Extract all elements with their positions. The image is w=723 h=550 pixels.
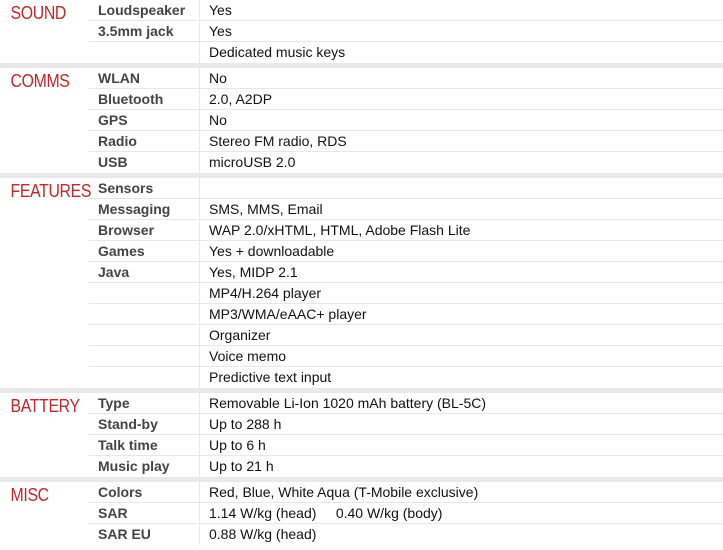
spec-value: No: [199, 110, 723, 130]
spec-value: MP3/WMA/eAAC+ player: [199, 304, 723, 324]
spec-rows: [89, 393, 723, 477]
spec-value: Dedicated music keys: [199, 42, 723, 63]
spec-value: 1.14 W/kg (head) 0.40 W/kg (body): [199, 503, 723, 523]
spec-label: Browser: [98, 222, 155, 238]
section-title: COMMS: [10, 71, 70, 91]
spec-label: Messaging: [98, 201, 171, 217]
spec-label: GPS: [98, 112, 128, 128]
spec-row: [89, 131, 723, 152]
spec-value: Removable Li-Ion 1020 mAh battery (BL-5C): [199, 393, 723, 413]
spec-value: Yes, MIDP 2.1: [199, 262, 723, 282]
spec-label: [89, 283, 199, 303]
spec-row: [89, 42, 723, 63]
spec-label: USB: [98, 154, 128, 170]
spec-value: Up to 288 h: [199, 414, 723, 434]
spec-value: [199, 178, 723, 198]
spec-label: Type: [98, 395, 130, 411]
spec-row: [89, 482, 723, 503]
spec-label: [89, 346, 199, 366]
spec-row: [89, 0, 723, 21]
spec-row: [89, 503, 723, 524]
spec-value: Organizer: [199, 325, 723, 345]
spec-row: [89, 435, 723, 456]
spec-label: [89, 304, 199, 324]
spec-row: [89, 220, 723, 241]
spec-value: Predictive text input: [199, 367, 723, 388]
spec-label: SAR EU: [98, 526, 151, 542]
spec-label: 3.5mm jack: [98, 23, 174, 39]
spec-row: [89, 262, 723, 283]
spec-label: Bluetooth: [98, 91, 164, 107]
spec-row: [89, 21, 723, 42]
spec-rows: [89, 0, 723, 63]
spec-row: [89, 241, 723, 262]
spec-label: SAR: [98, 505, 128, 521]
spec-row: [89, 283, 723, 304]
spec-row: [89, 304, 723, 325]
spec-row: [89, 456, 723, 477]
spec-value: 2.0, A2DP: [199, 89, 723, 109]
spec-label: Colors: [98, 484, 143, 500]
spec-row: [89, 393, 723, 414]
spec-value: 0.88 W/kg (head): [199, 524, 723, 545]
section-misc: [0, 482, 723, 545]
spec-label: Music play: [98, 458, 170, 474]
spec-label: [89, 325, 199, 345]
spec-rows: [89, 482, 723, 545]
section-title: MISC: [10, 485, 49, 505]
spec-label: [89, 42, 199, 63]
section-title: SOUND: [10, 3, 67, 23]
section-battery: [0, 393, 723, 482]
spec-label: Sensors: [98, 180, 154, 196]
spec-row: [89, 89, 723, 110]
spec-value: No: [199, 68, 723, 88]
spec-value: Up to 6 h: [199, 435, 723, 455]
section-comms: [0, 68, 723, 178]
spec-label: Stand-by: [98, 416, 158, 432]
spec-value: Yes: [199, 0, 723, 20]
spec-label: WLAN: [98, 70, 140, 86]
spec-value: Red, Blue, White Aqua (T-Mobile exclusive): [199, 482, 723, 502]
spec-value: WAP 2.0/xHTML, HTML, Adobe Flash Lite: [199, 220, 723, 240]
spec-value: Yes: [199, 21, 723, 41]
spec-row: [89, 68, 723, 89]
section-sound: [0, 0, 723, 68]
section-title: BATTERY: [10, 396, 80, 416]
spec-rows: [89, 178, 723, 388]
spec-row: [89, 110, 723, 131]
section-features: [0, 178, 723, 393]
spec-row: [89, 152, 723, 173]
spec-value: Stereo FM radio, RDS: [199, 131, 723, 151]
spec-value: Yes + downloadable: [199, 241, 723, 261]
spec-value: microUSB 2.0: [199, 152, 723, 173]
spec-row: [89, 524, 723, 545]
spec-value: SMS, MMS, Email: [199, 199, 723, 219]
spec-label: Loudspeaker: [98, 2, 186, 18]
spec-label: [89, 367, 199, 388]
spec-value: Up to 21 h: [199, 456, 723, 477]
spec-label: Radio: [98, 133, 137, 149]
spec-label: Java: [98, 264, 130, 280]
spec-rows: [89, 68, 723, 173]
spec-row: [89, 367, 723, 388]
spec-value: MP4/H.264 player: [199, 283, 723, 303]
spec-label: Games: [98, 243, 145, 259]
spec-row: [89, 414, 723, 435]
spec-value: Voice memo: [199, 346, 723, 366]
spec-label: Talk time: [98, 437, 158, 453]
spec-row: [89, 178, 723, 199]
spec-row: [89, 199, 723, 220]
spec-row: [89, 346, 723, 367]
section-title: FEATURES: [10, 181, 92, 201]
spec-row: [89, 325, 723, 346]
